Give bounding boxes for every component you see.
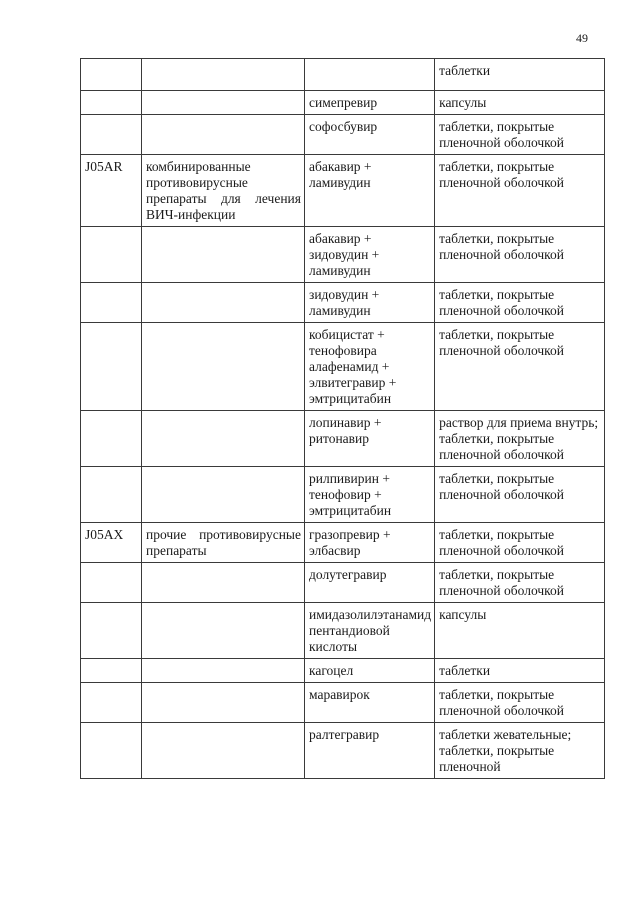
drug-name-cell: кагоцел <box>305 659 435 683</box>
pharmacological-group-cell <box>142 723 305 779</box>
dosage-form-cell: капсулы <box>435 91 605 115</box>
pharmacological-group-cell <box>142 411 305 467</box>
table-row <box>81 563 605 603</box>
pharmacological-group-cell: прочие противовирусные препараты <box>142 523 305 563</box>
atc-code-cell <box>81 603 142 659</box>
dosage-form-cell: таблетки, покрытые пленочной оболочкой <box>435 115 605 155</box>
drug-table <box>80 58 605 779</box>
atc-code-cell <box>81 723 142 779</box>
dosage-form-cell: таблетки <box>435 659 605 683</box>
dosage-form-cell: таблетки, покрытые пленочной оболочкой <box>435 155 605 227</box>
atc-code-cell: J05AX <box>81 523 142 563</box>
table-row <box>81 115 605 155</box>
drug-name-cell: абакавир + ламивудин <box>305 155 435 227</box>
atc-code-cell <box>81 659 142 683</box>
table-row <box>81 683 605 723</box>
drug-name-cell: симепревир <box>305 91 435 115</box>
table-row <box>81 659 605 683</box>
atc-code-cell <box>81 683 142 723</box>
atc-code-cell <box>81 283 142 323</box>
dosage-form-cell: таблетки, покрытые пленочной оболочкой <box>435 323 605 411</box>
pharmacological-group-cell <box>142 563 305 603</box>
drug-name-cell: ралтегравир <box>305 723 435 779</box>
pharmacological-group-cell <box>142 323 305 411</box>
pharmacological-group-cell <box>142 115 305 155</box>
pharmacological-group-cell <box>142 659 305 683</box>
dosage-form-cell: таблетки, покрытые пленочной оболочкой <box>435 227 605 283</box>
drug-name-cell: маравирок <box>305 683 435 723</box>
pharmacological-group-cell <box>142 283 305 323</box>
pharmacological-group-cell <box>142 603 305 659</box>
atc-code-cell <box>81 467 142 523</box>
atc-code-cell <box>81 563 142 603</box>
drug-name-cell: имидазолилэтанамид пентандиовой кислоты <box>305 603 435 659</box>
dosage-form-cell: таблетки, покрытые пленочной оболочкой <box>435 467 605 523</box>
table-row <box>81 411 605 467</box>
table-row <box>81 91 605 115</box>
dosage-form-cell: таблетки, покрытые пленочной оболочкой <box>435 683 605 723</box>
table-row <box>81 723 605 779</box>
dosage-form-cell: таблетки, покрытые пленочной оболочкой <box>435 283 605 323</box>
table-row <box>81 283 605 323</box>
drug-name-cell: абакавир + зидовудин + ламивудин <box>305 227 435 283</box>
drug-name-cell: лопинавир + ритонавир <box>305 411 435 467</box>
atc-code-cell <box>81 227 142 283</box>
table-row <box>81 603 605 659</box>
table-row <box>81 227 605 283</box>
page-number: 49 <box>576 31 588 45</box>
drug-name-cell: долутегравир <box>305 563 435 603</box>
atc-code-cell <box>81 59 142 91</box>
pharmacological-group-cell <box>142 59 305 91</box>
atc-code-cell <box>81 323 142 411</box>
pharmacological-group-cell <box>142 91 305 115</box>
table-row <box>81 523 605 563</box>
atc-code-cell <box>81 91 142 115</box>
pharmacological-group-cell: комбинированные противовирусные препараты для лечения ВИЧ-инфекции <box>142 155 305 227</box>
drug-name-cell: кобицистат + тенофовира алафенамид + элвитегравир + эмтрицитабин <box>305 323 435 411</box>
drug-name-cell: рилпивирин + тенофовир + эмтрицитабин <box>305 467 435 523</box>
table-row <box>81 155 605 227</box>
table-body <box>81 59 605 779</box>
dosage-form-cell: таблетки жевательные; таблетки, покрытые пленочной <box>435 723 605 779</box>
pharmacological-group-cell <box>142 683 305 723</box>
table-row <box>81 467 605 523</box>
table-row <box>81 323 605 411</box>
drug-name-cell: зидовудин + ламивудин <box>305 283 435 323</box>
atc-code-cell <box>81 411 142 467</box>
table-row <box>81 59 605 91</box>
drug-name-cell: софосбувир <box>305 115 435 155</box>
dosage-form-cell: раствор для приема внутрь; таблетки, покрытые пленочной оболочкой <box>435 411 605 467</box>
dosage-form-cell: таблетки, покрытые пленочной оболочкой <box>435 523 605 563</box>
dosage-form-cell: таблетки, покрытые пленочной оболочкой <box>435 563 605 603</box>
dosage-form-cell: капсулы <box>435 603 605 659</box>
atc-code-cell <box>81 115 142 155</box>
drug-name-cell: гразопревир + элбасвир <box>305 523 435 563</box>
pharmacological-group-cell <box>142 467 305 523</box>
dosage-form-cell: таблетки <box>435 59 605 91</box>
atc-code-cell: J05AR <box>81 155 142 227</box>
pharmacological-group-cell <box>142 227 305 283</box>
drug-name-cell <box>305 59 435 91</box>
